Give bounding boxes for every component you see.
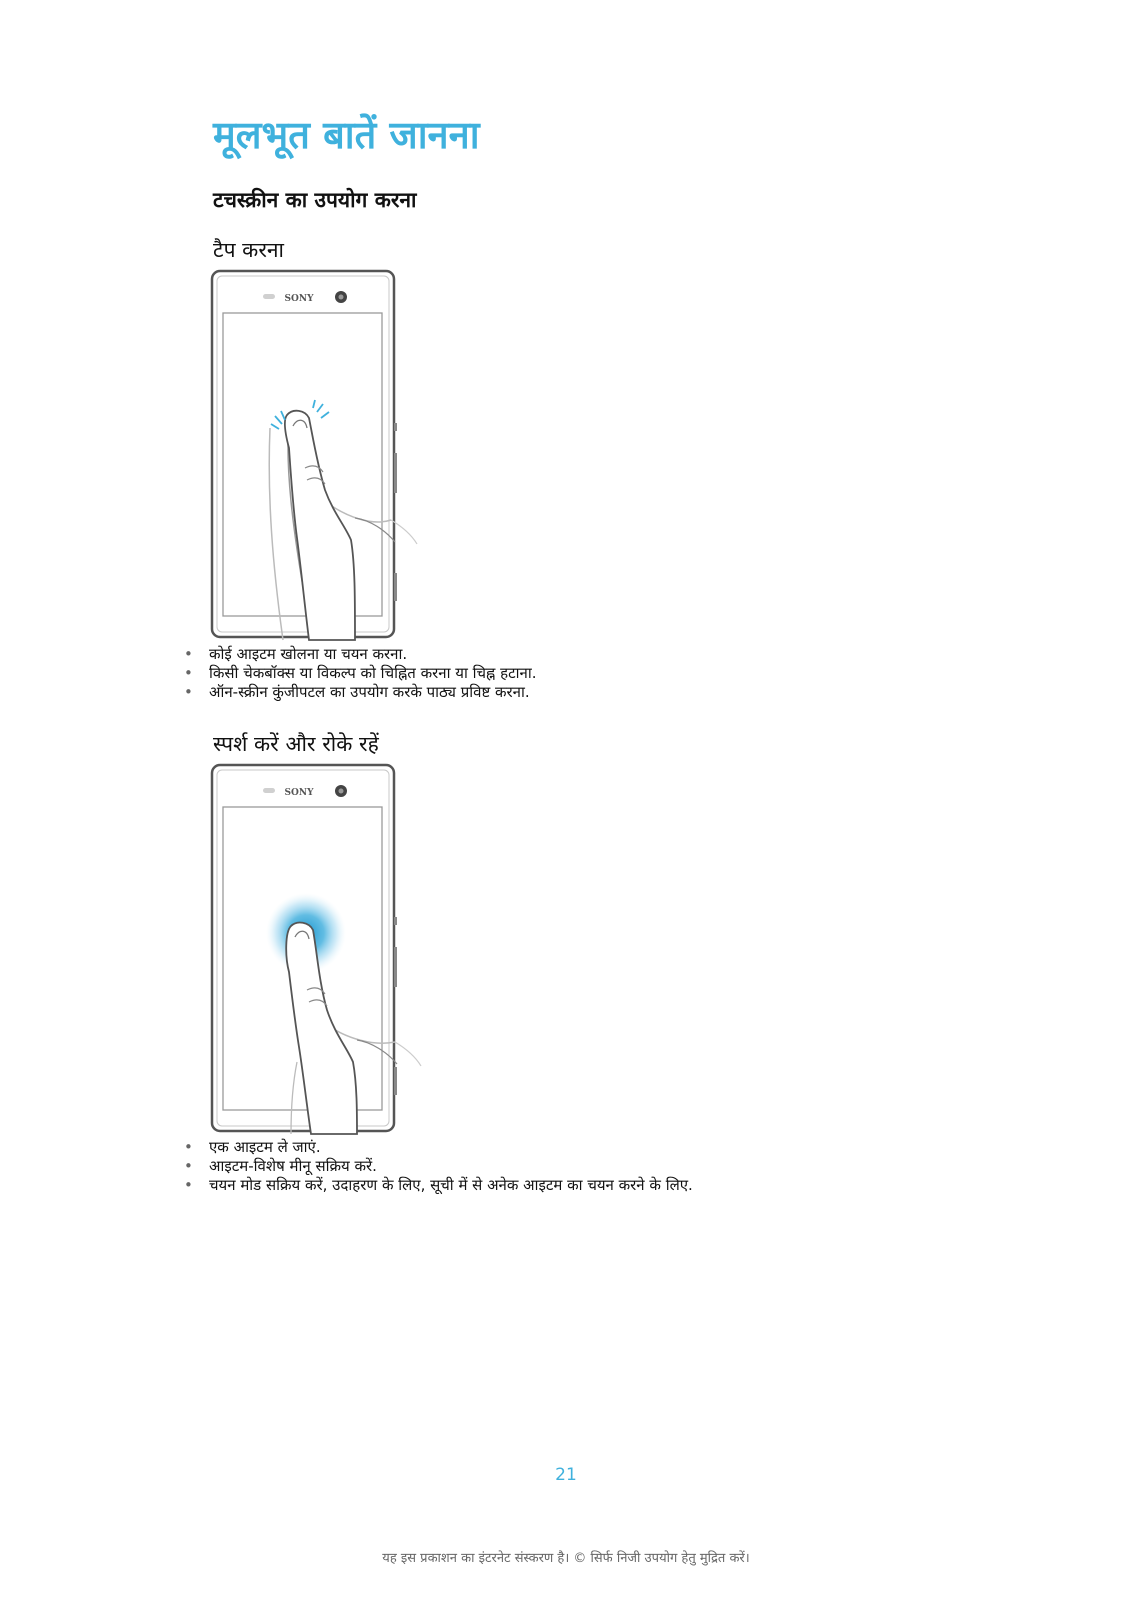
brand-label: SONY <box>284 788 314 798</box>
touch-hold-phone-illustration <box>205 762 445 1134</box>
list-item: • आइटम-विशेष मीनू सक्रिय करें. <box>182 1157 693 1176</box>
tap-bullet-list <box>182 645 537 702</box>
list-item: • ऑन-स्क्रीन कुंजीपटल का उपयोग करके पाठ्य प्रविष्ट करना. <box>182 683 537 702</box>
tap-title: टैप करना <box>213 238 284 262</box>
list-item: • चयन मोड सक्रिय करें, उदाहरण के लिए, सूची में से अनेक आइटम का चयन करने के लिए. <box>182 1176 693 1195</box>
list-item: • एक आइटम ले जाएं. <box>182 1138 693 1157</box>
list-item: • कोई आइटम खोलना या चयन करना. <box>182 645 537 664</box>
tap-phone-illustration <box>205 268 445 640</box>
touch-hold-title: स्पर्श करें और रोके रहें <box>213 732 379 756</box>
touch-hold-bullet-list <box>182 1138 693 1195</box>
list-item: • किसी चेकबॉक्स या विकल्प को चिह्नित करना या चिह्न हटाना. <box>182 664 537 683</box>
chapter-title: मूलभूत बातें जानना <box>213 113 480 157</box>
section-title: टचस्क्रीन का उपयोग करना <box>213 188 417 212</box>
brand-label: SONY <box>284 294 314 304</box>
footer-note: यह इस प्रकाशन का इंटरनेट संस्करण है। © सिर्फ निजी उपयोग हेतु मुद्रित करें। <box>382 1551 750 1566</box>
page-number: 21 <box>555 1465 577 1485</box>
